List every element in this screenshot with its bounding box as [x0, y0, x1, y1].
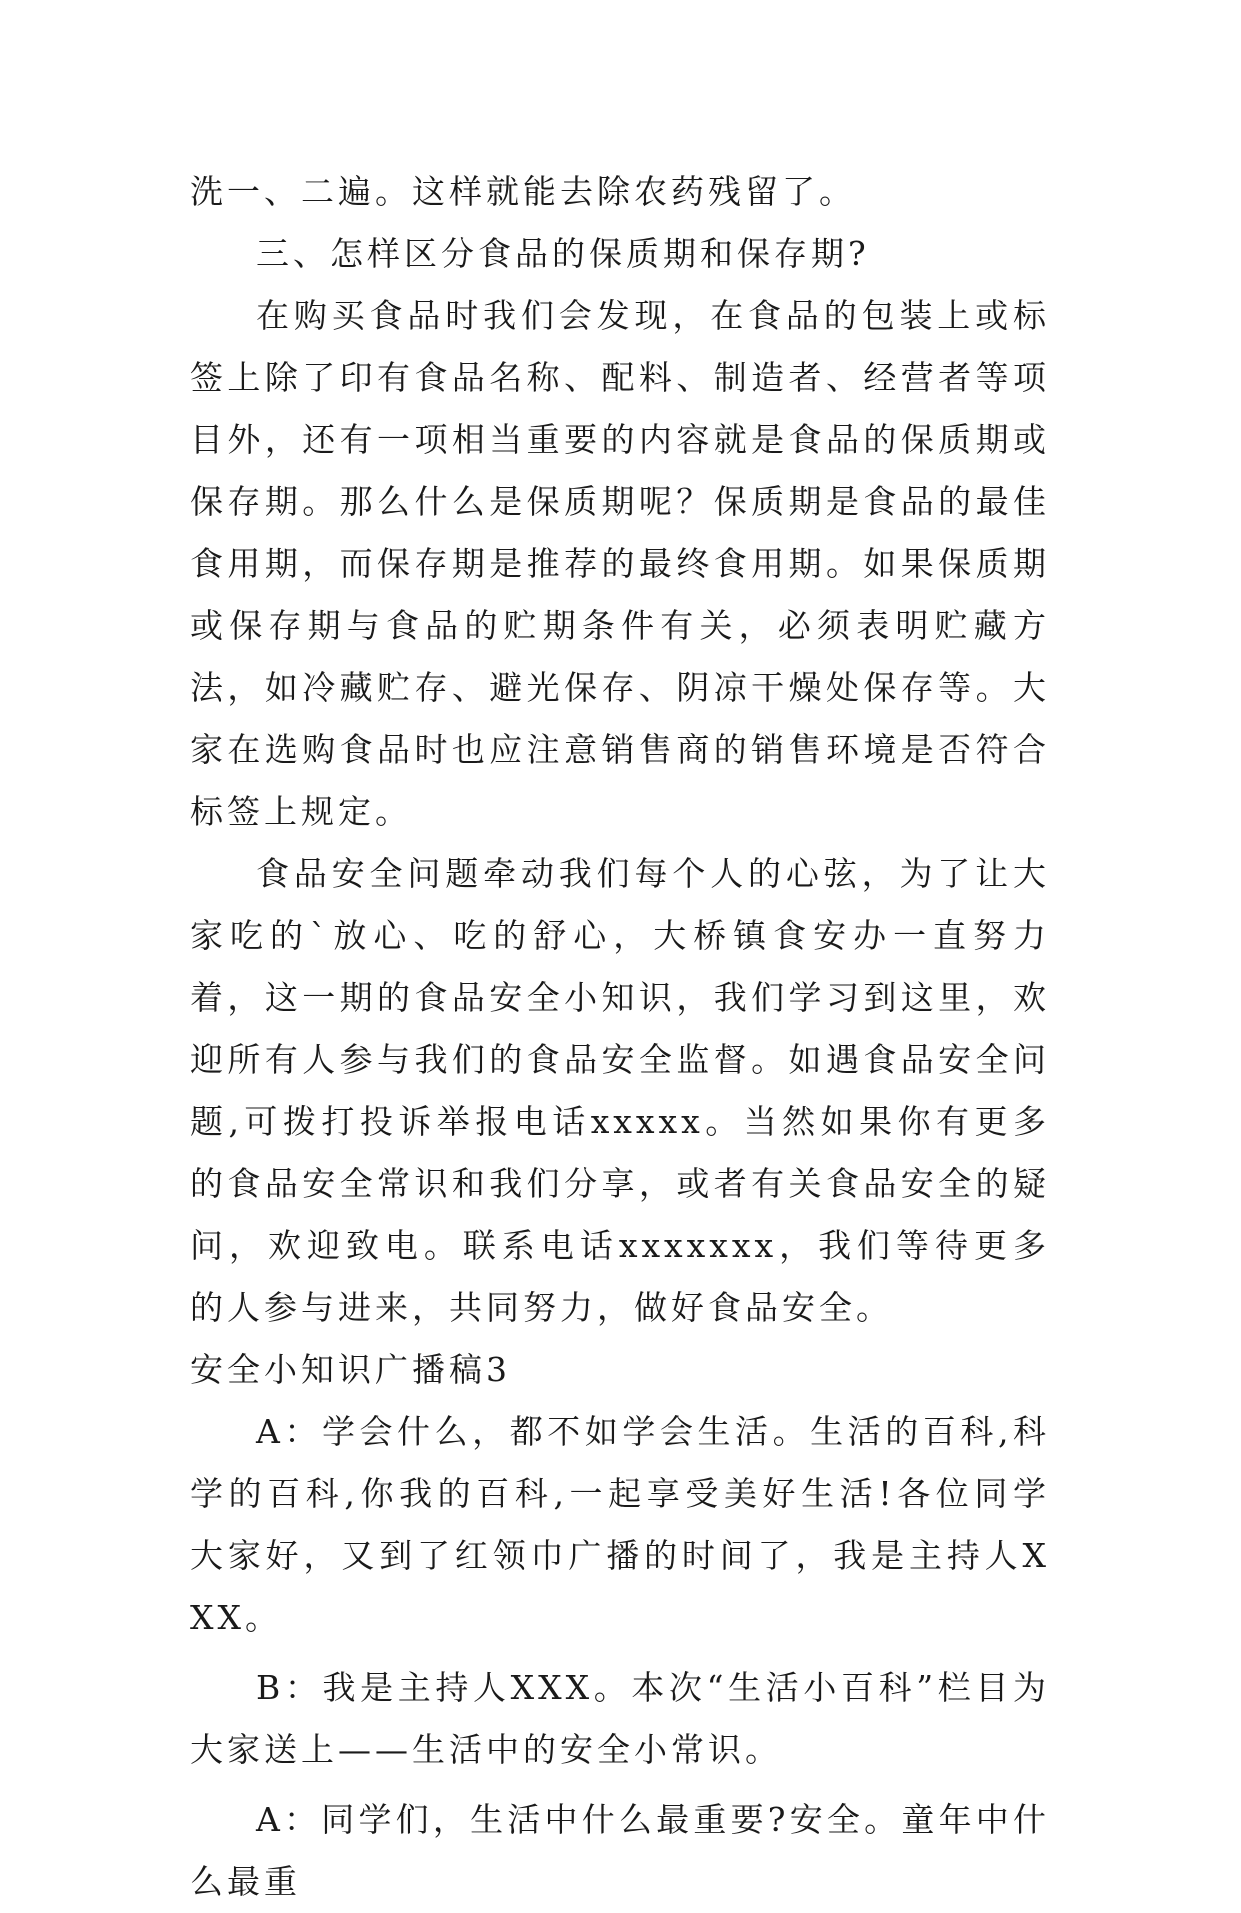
dialogue-a-intro: A：学会什么，都不如学会生活。生活的百科,科学的百科,你我的百科,一起享受美好生活!各位同学大家好，又到了红领巾广播的时间了，我是主持人XXX。: [190, 1412, 1050, 1637]
article-title: 安全小知识广播稿3: [190, 1350, 511, 1389]
dialogue-a-question: A：同学们，生活中什么最重要?安全。童年中什么最重: [190, 1800, 1050, 1901]
document-body: [190, 161, 1050, 1913]
paragraph-shelf-life: 在购买食品时我们会发现，在食品的包装上或标签上除了印有食品名称、配料、制造者、经营者等项目外，还有一项相当重要的内容就是食品的保质期或保存期。那么什么是保质期呢？保质期是食品的最佳食用期，而保存期是推荐的最终食用期。如果保质期或保存期与食品的贮期条件有关，必须表明贮藏方法，如冷藏贮存、避光保存、阴凉干燥处保存等。大家在选购食品时也应注意销售商的销售环境是否符合标签上规定。: [190, 296, 1050, 831]
paragraph-continuation: 洗一、二遍。这样就能去除农药残留了。: [190, 172, 856, 211]
dialogue-b-intro: B：我是主持人XXX。本次“生活小百科”栏目为大家送上——生活中的安全小常识。: [190, 1668, 1050, 1769]
paragraph-food-safety: 食品安全问题牵动我们每个人的心弦，为了让大家吃的`放心、吃的舒心，大桥镇食安办一直努力着，这一期的食品安全小知识，我们学习到这里，欢迎所有人参与我们的食品安全监督。如遇食品安全问题,可拨打投诉举报电话xxxxx。当然如果你有更多的食品安全常识和我们分享，或者有关食品安全的疑问，欢迎致电。联系电话xxxxxxx，我们等待更多的人参与进来，共同努力，做好食品安全。: [190, 854, 1050, 1327]
section-heading: 三、怎样区分食品的保质期和保存期?: [256, 234, 870, 273]
